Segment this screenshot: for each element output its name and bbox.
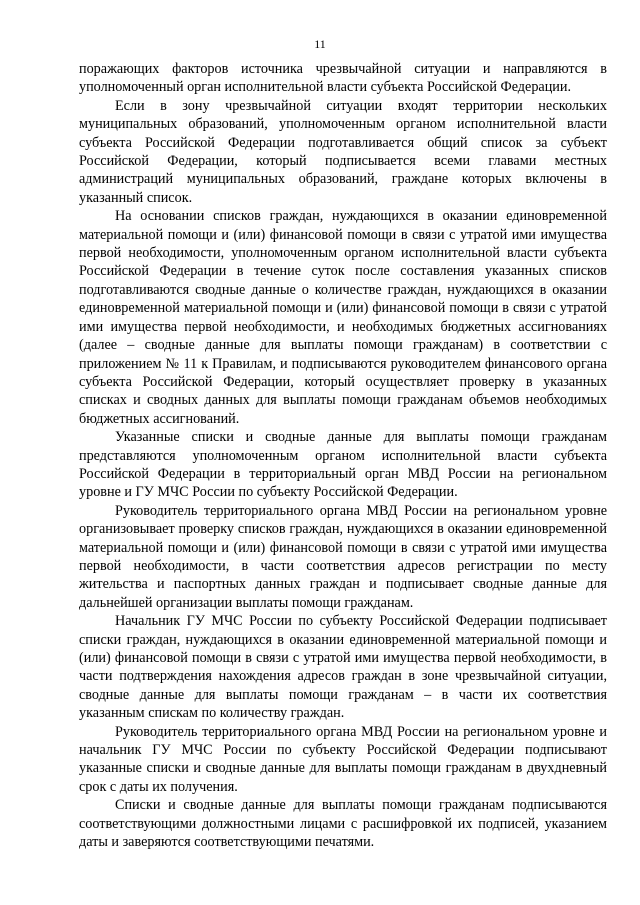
paragraph-mvd-verification: Руководитель территориального органа МВД России на региональном уровне организовывает проверку списков граждан, нуждающихся в оказании единовременной материальной помощи и (или) финансовой помощи в связи с утратой ими имущества первой необходимости, в части соответствия адресов регистрации по месту жительства и паспортных данных граждан и подписывает сводные данные для дальнейшей организации выплаты помощи гражданам.	[79, 502, 607, 611]
paragraph-signing-deadline: Руководитель территориального органа МВД России на региональном уровне и начальник ГУ МЧС России по субъекту Российской Федерации подписывают указанные списки и сводные данные для выплаты помощи гражданам в двухдневный срок с даты их получения.	[79, 723, 607, 795]
paragraph-summary-data: На основании списков граждан, нуждающихся в оказании единовременной материальной помощи и (или) финансовой помощи в связи с утратой ими имущества первой необходимости, уполномоченным органом исполнительной власти субъекта Российской Федерации в течение суток после составления указанных списков подготавливаются сводные данные о количестве граждан, нуждающихся в оказании единовременной материальной помощи и (или) финансовой помощи в связи с утратой ими имущества первой необходимости, и необходимых бюджетных ассигнованиях (далее – сводные данные для выплаты помощи гражданам) в соответствии с приложением № 11 к Правилам, и подписываются руководителем финансового органа субъекта Российской Федерации, который осуществляет проверку в указанных списках и сводных данных для выплаты помощи гражданам объемов необходимых бюджетных ассигнований.	[79, 208, 607, 427]
paragraph-continuation: поражающих факторов источника чрезвычайной ситуации и направляются в уполномоченный орган исполнительной власти субъекта Российской Федерации.	[79, 61, 607, 96]
paragraph-multiple-municipalities: Если в зону чрезвычайной ситуации входят территории нескольких муниципальных образований, уполномоченным органом исполнительной власти субъекта Российской Федерации подготавливается общий список за субъект Российской Федерации, который подписывается всеми главами местных администраций муниципальных образований, граждане которых включены в указанный список.	[79, 97, 607, 206]
document-body	[79, 60, 607, 851]
paragraph-certification: Списки и сводные данные для выплаты помощи гражданам подписываются соответствующими должностными лицами с расшифровкой их подписей, указанием даты и заверяются соответствующими печатями.	[79, 797, 607, 851]
page-number: 11	[314, 37, 326, 51]
paragraph-mchs-signing: Начальник ГУ МЧС России по субъекту Российской Федерации подписывает списки граждан, нуждающихся в оказании единовременной материальной помощи и (или) финансовой помощи в связи с утратой ими имущества первой необходимости, в части подтверждения нахождения адресов граждан в зоне чрезвычайной ситуации, сводные данные для выплаты помощи гражданам – в части их соответствия указанным спискам по количеству граждан.	[79, 613, 607, 722]
paragraph-submission: Указанные списки и сводные данные для выплаты помощи гражданам представляются уполномоченным органом исполнительной власти субъекта Российской Федерации в территориальный орган МВД России на региональном уровне и ГУ МЧС России по субъекту Российской Федерации.	[79, 429, 607, 501]
